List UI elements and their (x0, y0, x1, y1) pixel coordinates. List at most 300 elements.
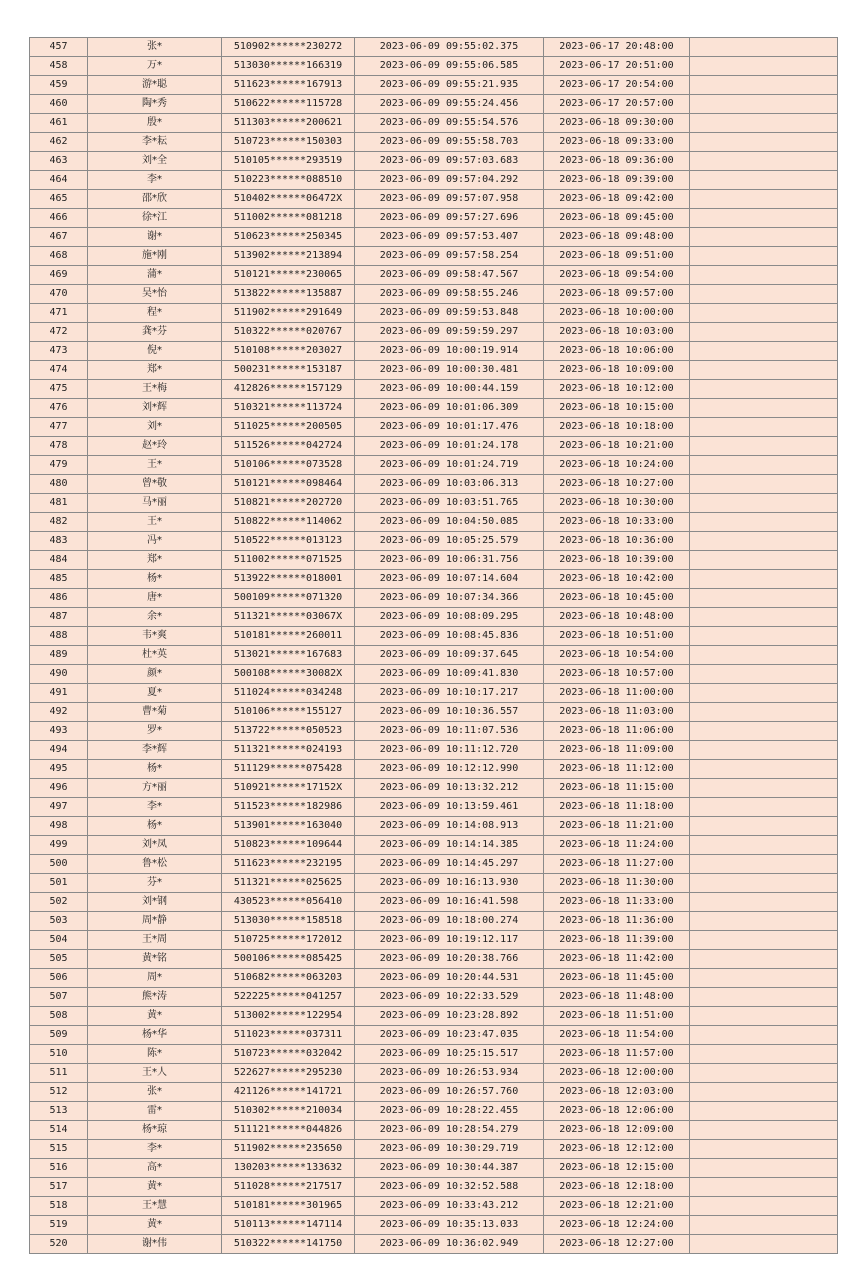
submit-time: 2023-06-09 10:00:19.914 (355, 342, 544, 361)
row-number: 474 (30, 361, 88, 380)
id-number: 500231******153187 (222, 361, 355, 380)
remarks-cell (690, 209, 838, 228)
remarks-cell (690, 912, 838, 931)
submit-time: 2023-06-09 10:32:52.588 (355, 1178, 544, 1197)
id-number: 511121******044826 (222, 1121, 355, 1140)
table-row (30, 627, 838, 646)
applicant-name: 王*梅 (88, 380, 222, 399)
table-row (30, 437, 838, 456)
remarks-cell (690, 228, 838, 247)
appointment-time: 2023-06-18 11:18:00 (544, 798, 690, 817)
row-number: 516 (30, 1159, 88, 1178)
remarks-cell (690, 361, 838, 380)
row-number: 490 (30, 665, 88, 684)
id-number: 513722******050523 (222, 722, 355, 741)
row-number: 476 (30, 399, 88, 418)
table-row (30, 361, 838, 380)
applicant-name: 施*刚 (88, 247, 222, 266)
applicant-name: 倪* (88, 342, 222, 361)
appointment-time: 2023-06-18 10:36:00 (544, 532, 690, 551)
remarks-cell (690, 266, 838, 285)
row-number: 458 (30, 57, 88, 76)
submit-time: 2023-06-09 10:12:12.990 (355, 760, 544, 779)
remarks-cell (690, 1178, 838, 1197)
appointment-time: 2023-06-18 10:33:00 (544, 513, 690, 532)
table-row (30, 190, 838, 209)
appointment-time: 2023-06-18 11:09:00 (544, 741, 690, 760)
applicant-name: 黄* (88, 1216, 222, 1235)
applicant-name: 刘*全 (88, 152, 222, 171)
table-row (30, 1216, 838, 1235)
table-row (30, 532, 838, 551)
applicant-name: 罗* (88, 722, 222, 741)
id-number: 510108******203027 (222, 342, 355, 361)
appointment-time: 2023-06-18 12:27:00 (544, 1235, 690, 1254)
row-number: 469 (30, 266, 88, 285)
submit-time: 2023-06-09 10:00:30.481 (355, 361, 544, 380)
applicant-name: 马*丽 (88, 494, 222, 513)
row-number: 485 (30, 570, 88, 589)
table-row (30, 608, 838, 627)
remarks-cell (690, 570, 838, 589)
remarks-cell (690, 703, 838, 722)
appointment-time: 2023-06-18 11:48:00 (544, 988, 690, 1007)
id-number: 513922******018001 (222, 570, 355, 589)
submit-time: 2023-06-09 10:07:14.604 (355, 570, 544, 589)
id-number: 510623******250345 (222, 228, 355, 247)
applicant-name: 李* (88, 1140, 222, 1159)
applicant-name: 刘*凤 (88, 836, 222, 855)
applicant-name: 杜*英 (88, 646, 222, 665)
submit-time: 2023-06-09 10:26:57.760 (355, 1083, 544, 1102)
remarks-cell (690, 342, 838, 361)
row-number: 492 (30, 703, 88, 722)
appointment-time: 2023-06-18 10:39:00 (544, 551, 690, 570)
appointment-time: 2023-06-18 12:18:00 (544, 1178, 690, 1197)
row-number: 517 (30, 1178, 88, 1197)
applicant-name: 芬* (88, 874, 222, 893)
appointment-time: 2023-06-18 09:33:00 (544, 133, 690, 152)
row-number: 518 (30, 1197, 88, 1216)
table-row (30, 779, 838, 798)
remarks-cell (690, 931, 838, 950)
remarks-cell (690, 798, 838, 817)
submit-time: 2023-06-09 10:01:06.309 (355, 399, 544, 418)
remarks-cell (690, 380, 838, 399)
appointment-time: 2023-06-18 11:24:00 (544, 836, 690, 855)
appointment-time: 2023-06-18 12:06:00 (544, 1102, 690, 1121)
applicant-name: 谢* (88, 228, 222, 247)
row-number: 467 (30, 228, 88, 247)
table-row (30, 133, 838, 152)
table-row (30, 418, 838, 437)
remarks-cell (690, 779, 838, 798)
table-row (30, 1121, 838, 1140)
applicant-name: 黄*铭 (88, 950, 222, 969)
id-number: 511024******034248 (222, 684, 355, 703)
remarks-cell (690, 1102, 838, 1121)
row-number: 484 (30, 551, 88, 570)
remarks-cell (690, 950, 838, 969)
applicant-name: 高* (88, 1159, 222, 1178)
submit-time: 2023-06-09 10:13:59.461 (355, 798, 544, 817)
row-number: 483 (30, 532, 88, 551)
submit-time: 2023-06-09 10:08:45.836 (355, 627, 544, 646)
submit-time: 2023-06-09 10:16:41.598 (355, 893, 544, 912)
appointment-time: 2023-06-18 11:30:00 (544, 874, 690, 893)
table-row (30, 950, 838, 969)
table-row (30, 95, 838, 114)
applicant-name: 杨* (88, 570, 222, 589)
remarks-cell (690, 152, 838, 171)
submit-time: 2023-06-09 09:57:04.292 (355, 171, 544, 190)
submit-time: 2023-06-09 10:06:31.756 (355, 551, 544, 570)
table-row (30, 380, 838, 399)
applicant-name: 雷* (88, 1102, 222, 1121)
remarks-cell (690, 627, 838, 646)
remarks-cell (690, 513, 838, 532)
id-number: 500108******30082X (222, 665, 355, 684)
applicant-name: 黄* (88, 1007, 222, 1026)
table-row (30, 285, 838, 304)
row-number: 470 (30, 285, 88, 304)
row-number: 513 (30, 1102, 88, 1121)
id-number: 513030******158518 (222, 912, 355, 931)
submit-time: 2023-06-09 10:05:25.579 (355, 532, 544, 551)
remarks-cell (690, 494, 838, 513)
row-number: 515 (30, 1140, 88, 1159)
applicant-name: 龚*芬 (88, 323, 222, 342)
remarks-cell (690, 988, 838, 1007)
applicant-name: 杨*华 (88, 1026, 222, 1045)
appointment-time: 2023-06-18 10:06:00 (544, 342, 690, 361)
table-row (30, 912, 838, 931)
remarks-cell (690, 190, 838, 209)
remarks-cell (690, 323, 838, 342)
submit-time: 2023-06-09 10:16:13.930 (355, 874, 544, 893)
appointment-time: 2023-06-17 20:48:00 (544, 38, 690, 57)
table-row (30, 760, 838, 779)
table-row (30, 228, 838, 247)
submit-time: 2023-06-09 10:33:43.212 (355, 1197, 544, 1216)
appointment-time: 2023-06-18 12:03:00 (544, 1083, 690, 1102)
id-number: 510321******113724 (222, 399, 355, 418)
remarks-cell (690, 114, 838, 133)
id-number: 510181******301965 (222, 1197, 355, 1216)
row-number: 479 (30, 456, 88, 475)
table-row (30, 874, 838, 893)
row-number: 511 (30, 1064, 88, 1083)
row-number: 457 (30, 38, 88, 57)
submit-time: 2023-06-09 10:09:41.830 (355, 665, 544, 684)
submit-time: 2023-06-09 10:11:07.536 (355, 722, 544, 741)
submit-time: 2023-06-09 10:09:37.645 (355, 646, 544, 665)
row-number: 465 (30, 190, 88, 209)
remarks-cell (690, 418, 838, 437)
remarks-cell (690, 1216, 838, 1235)
submit-time: 2023-06-09 10:04:50.085 (355, 513, 544, 532)
appointment-time: 2023-06-18 10:51:00 (544, 627, 690, 646)
remarks-cell (690, 1140, 838, 1159)
table-row (30, 1007, 838, 1026)
submit-time: 2023-06-09 10:28:22.455 (355, 1102, 544, 1121)
remarks-cell (690, 475, 838, 494)
submit-time: 2023-06-09 10:14:08.913 (355, 817, 544, 836)
registration-table (29, 37, 838, 1254)
applicant-name: 殷* (88, 114, 222, 133)
submit-time: 2023-06-09 09:57:58.254 (355, 247, 544, 266)
id-number: 510723******150303 (222, 133, 355, 152)
row-number: 510 (30, 1045, 88, 1064)
row-number: 504 (30, 931, 88, 950)
submit-time: 2023-06-09 10:22:33.529 (355, 988, 544, 1007)
id-number: 510921******17152X (222, 779, 355, 798)
appointment-time: 2023-06-18 12:21:00 (544, 1197, 690, 1216)
table-row (30, 323, 838, 342)
submit-time: 2023-06-09 09:55:21.935 (355, 76, 544, 95)
row-number: 480 (30, 475, 88, 494)
appointment-time: 2023-06-18 11:06:00 (544, 722, 690, 741)
id-number: 511523******182986 (222, 798, 355, 817)
table-row (30, 171, 838, 190)
submit-time: 2023-06-09 10:35:13.033 (355, 1216, 544, 1235)
row-number: 487 (30, 608, 88, 627)
id-number: 511303******200621 (222, 114, 355, 133)
table-body (30, 38, 838, 1254)
id-number: 511025******200505 (222, 418, 355, 437)
submit-time: 2023-06-09 09:57:53.407 (355, 228, 544, 247)
id-number: 522627******295230 (222, 1064, 355, 1083)
table-row (30, 494, 838, 513)
submit-time: 2023-06-09 10:13:32.212 (355, 779, 544, 798)
appointment-time: 2023-06-18 11:33:00 (544, 893, 690, 912)
id-number: 412826******157129 (222, 380, 355, 399)
row-number: 461 (30, 114, 88, 133)
id-number: 511321******03067X (222, 608, 355, 627)
remarks-cell (690, 1159, 838, 1178)
applicant-name: 方*丽 (88, 779, 222, 798)
id-number: 510121******230065 (222, 266, 355, 285)
id-number: 510302******210034 (222, 1102, 355, 1121)
remarks-cell (690, 1121, 838, 1140)
applicant-name: 陶*秀 (88, 95, 222, 114)
id-number: 510822******114062 (222, 513, 355, 532)
remarks-cell (690, 893, 838, 912)
submit-time: 2023-06-09 10:36:02.949 (355, 1235, 544, 1254)
table-row (30, 1235, 838, 1254)
applicant-name: 王* (88, 456, 222, 475)
id-number: 510322******141750 (222, 1235, 355, 1254)
table-row (30, 1045, 838, 1064)
remarks-cell (690, 551, 838, 570)
submit-time: 2023-06-09 09:59:59.297 (355, 323, 544, 342)
remarks-cell (690, 817, 838, 836)
submit-time: 2023-06-09 09:57:03.683 (355, 152, 544, 171)
id-number: 510902******230272 (222, 38, 355, 57)
appointment-time: 2023-06-18 09:51:00 (544, 247, 690, 266)
submit-time: 2023-06-09 09:58:47.567 (355, 266, 544, 285)
submit-time: 2023-06-09 10:11:12.720 (355, 741, 544, 760)
id-number: 510725******172012 (222, 931, 355, 950)
appointment-time: 2023-06-18 11:36:00 (544, 912, 690, 931)
applicant-name: 王*周 (88, 931, 222, 950)
applicant-name: 游*聪 (88, 76, 222, 95)
appointment-time: 2023-06-18 11:00:00 (544, 684, 690, 703)
applicant-name: 鲁*松 (88, 855, 222, 874)
table-row (30, 684, 838, 703)
table-row (30, 342, 838, 361)
submit-time: 2023-06-09 09:55:06.585 (355, 57, 544, 76)
row-number: 471 (30, 304, 88, 323)
submit-time: 2023-06-09 10:10:17.217 (355, 684, 544, 703)
applicant-name: 谢*伟 (88, 1235, 222, 1254)
table-row (30, 646, 838, 665)
applicant-name: 陈* (88, 1045, 222, 1064)
id-number: 510181******260011 (222, 627, 355, 646)
row-number: 519 (30, 1216, 88, 1235)
applicant-name: 刘* (88, 418, 222, 437)
row-number: 512 (30, 1083, 88, 1102)
submit-time: 2023-06-09 09:55:24.456 (355, 95, 544, 114)
appointment-time: 2023-06-18 09:48:00 (544, 228, 690, 247)
table-row (30, 855, 838, 874)
remarks-cell (690, 760, 838, 779)
id-number: 511902******235650 (222, 1140, 355, 1159)
id-number: 510106******155127 (222, 703, 355, 722)
submit-time: 2023-06-09 10:23:47.035 (355, 1026, 544, 1045)
applicant-name: 黄* (88, 1178, 222, 1197)
table-row (30, 817, 838, 836)
remarks-cell (690, 969, 838, 988)
id-number: 510105******293519 (222, 152, 355, 171)
appointment-time: 2023-06-18 09:57:00 (544, 285, 690, 304)
applicant-name: 万* (88, 57, 222, 76)
applicant-name: 周*静 (88, 912, 222, 931)
row-number: 477 (30, 418, 88, 437)
row-number: 494 (30, 741, 88, 760)
remarks-cell (690, 399, 838, 418)
table-row (30, 266, 838, 285)
row-number: 499 (30, 836, 88, 855)
id-number: 511321******025625 (222, 874, 355, 893)
appointment-time: 2023-06-18 12:09:00 (544, 1121, 690, 1140)
row-number: 497 (30, 798, 88, 817)
id-number: 511023******037311 (222, 1026, 355, 1045)
id-number: 511623******167913 (222, 76, 355, 95)
row-number: 498 (30, 817, 88, 836)
table-row (30, 551, 838, 570)
remarks-cell (690, 171, 838, 190)
row-number: 496 (30, 779, 88, 798)
row-number: 472 (30, 323, 88, 342)
applicant-name: 李* (88, 798, 222, 817)
row-number: 478 (30, 437, 88, 456)
row-number: 502 (30, 893, 88, 912)
table-row (30, 570, 838, 589)
table-row (30, 1064, 838, 1083)
remarks-cell (690, 1064, 838, 1083)
remarks-cell (690, 646, 838, 665)
applicant-name: 曾*敬 (88, 475, 222, 494)
row-number: 463 (30, 152, 88, 171)
submit-time: 2023-06-09 10:03:06.313 (355, 475, 544, 494)
appointment-time: 2023-06-18 11:51:00 (544, 1007, 690, 1026)
appointment-time: 2023-06-18 11:54:00 (544, 1026, 690, 1045)
applicant-name: 邵*欣 (88, 190, 222, 209)
appointment-time: 2023-06-18 10:21:00 (544, 437, 690, 456)
table-row (30, 1083, 838, 1102)
appointment-time: 2023-06-18 11:39:00 (544, 931, 690, 950)
applicant-name: 程* (88, 304, 222, 323)
submit-time: 2023-06-09 10:23:28.892 (355, 1007, 544, 1026)
row-number: 460 (30, 95, 88, 114)
applicant-name: 郑* (88, 551, 222, 570)
row-number: 509 (30, 1026, 88, 1045)
appointment-time: 2023-06-18 12:24:00 (544, 1216, 690, 1235)
submit-time: 2023-06-09 10:30:29.719 (355, 1140, 544, 1159)
id-number: 421126******141721 (222, 1083, 355, 1102)
id-number: 510682******063203 (222, 969, 355, 988)
applicant-name: 张* (88, 1083, 222, 1102)
row-number: 506 (30, 969, 88, 988)
applicant-name: 夏* (88, 684, 222, 703)
remarks-cell (690, 1235, 838, 1254)
applicant-name: 徐*江 (88, 209, 222, 228)
id-number: 513002******122954 (222, 1007, 355, 1026)
applicant-name: 周* (88, 969, 222, 988)
appointment-time: 2023-06-18 11:12:00 (544, 760, 690, 779)
table-row (30, 1178, 838, 1197)
appointment-time: 2023-06-18 11:27:00 (544, 855, 690, 874)
table-row (30, 475, 838, 494)
submit-time: 2023-06-09 09:57:07.958 (355, 190, 544, 209)
appointment-time: 2023-06-18 11:15:00 (544, 779, 690, 798)
applicant-name: 杨* (88, 760, 222, 779)
row-number: 501 (30, 874, 88, 893)
row-number: 514 (30, 1121, 88, 1140)
applicant-name: 韦*爽 (88, 627, 222, 646)
table-row (30, 247, 838, 266)
applicant-name: 李*辉 (88, 741, 222, 760)
appointment-time: 2023-06-18 10:18:00 (544, 418, 690, 437)
appointment-time: 2023-06-18 10:24:00 (544, 456, 690, 475)
table-row (30, 722, 838, 741)
appointment-time: 2023-06-18 09:30:00 (544, 114, 690, 133)
id-number: 513822******135887 (222, 285, 355, 304)
appointment-time: 2023-06-18 10:30:00 (544, 494, 690, 513)
remarks-cell (690, 1026, 838, 1045)
submit-time: 2023-06-09 10:18:00.274 (355, 912, 544, 931)
submit-time: 2023-06-09 09:55:58.703 (355, 133, 544, 152)
remarks-cell (690, 95, 838, 114)
row-number: 507 (30, 988, 88, 1007)
remarks-cell (690, 304, 838, 323)
id-number: 510622******115728 (222, 95, 355, 114)
submit-time: 2023-06-09 10:19:12.117 (355, 931, 544, 950)
remarks-cell (690, 133, 838, 152)
applicant-name: 郑* (88, 361, 222, 380)
applicant-name: 唐* (88, 589, 222, 608)
table-row (30, 1159, 838, 1178)
applicant-name: 王*慧 (88, 1197, 222, 1216)
table-row (30, 741, 838, 760)
row-number: 473 (30, 342, 88, 361)
row-number: 466 (30, 209, 88, 228)
id-number: 513021******167683 (222, 646, 355, 665)
id-number: 522225******041257 (222, 988, 355, 1007)
table-row (30, 114, 838, 133)
table-row (30, 38, 838, 57)
